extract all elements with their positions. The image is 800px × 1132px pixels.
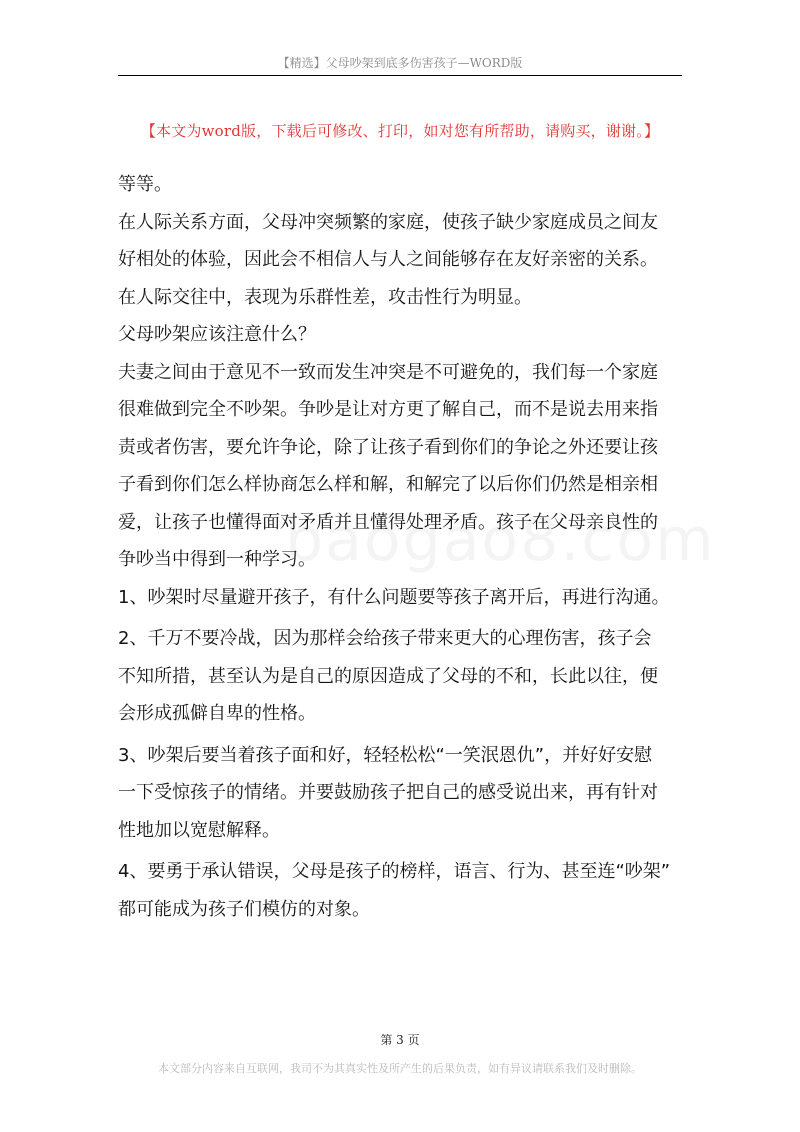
paragraph: [118, 354, 684, 579]
text-line: 好相处的体验，因此会不相信人与人之间能够存在友好亲密的关系。: [118, 249, 658, 270]
text-line: 夫妻之间由于意见不一致而发生冲突是不可避免的，我们每一个家庭: [118, 361, 658, 383]
page-header: 【精选】父母吵架到底多伤害孩子—WORD版: [277, 56, 523, 70]
paragraph: [118, 166, 684, 204]
text-line: 责或者伤害，要允许争论，除了让孩子看到你们的争论之外还要让孩: [118, 436, 658, 458]
text-line: 1、吵架时尽量避开孩子，有什么问题要等孩子离开后，再进行沟通。: [118, 586, 670, 608]
page-number: 第 3 页: [380, 1033, 420, 1047]
text-line: 不知所措，甚至认为是自己的原因造成了父母的不和，长此以往，便: [118, 665, 658, 687]
paragraph: [118, 620, 684, 733]
paragraph: [118, 579, 684, 617]
text-line: 等等。: [118, 174, 172, 195]
purchase-notice: 【本文为word版，下载后可修改、打印，如对您有所帮助，请购买，谢谢。】: [140, 122, 660, 140]
text-line: 3、吵架后要当着孩子面和好，轻轻松松“一笑泯恩仇”，并好好安慰: [118, 744, 653, 766]
page-footer-disclaimer: 本文部分内容来自互联网，我司不为其真实性及所产生的后果负责，如有异议请联系我们及时删除。: [158, 1062, 642, 1075]
text-line: 争吵当中得到一种学习。: [118, 549, 316, 570]
header-divider: [118, 75, 682, 76]
text-line: 在人际关系方面，父母冲突频繁的家庭，使孩子缺少家庭成员之间友: [118, 211, 658, 233]
text-line: 很难做到完全不吵架。争吵是让对方更了解自己，而不是说去用来指: [118, 399, 658, 420]
text-line: 父母吵架应该注意什么？: [118, 324, 316, 345]
text-line: 一下受惊孩子的情绪。并要鼓励孩子把自己的感受说出来，再有针对: [118, 782, 658, 803]
text-line: 都可能成为孩子们模仿的对象。: [118, 898, 370, 920]
text-line: 4、要勇于承认错误，父母是孩子的榜样，语言、行为、甚至连“吵架”: [118, 861, 671, 882]
paragraph: [118, 204, 684, 317]
paragraph: [118, 853, 684, 928]
document-body: [118, 166, 684, 928]
text-line: 2、千万不要冷战，因为那样会给孩子带来更大的心理伤害，孩子会: [118, 628, 652, 649]
paragraph: [118, 316, 684, 354]
text-line: 爱，让孩子也懂得面对矛盾并且懂得处理矛盾。孩子在父母亲良性的: [118, 511, 658, 533]
text-line: 在人际交往中，表现为乐群性差，攻击性行为明显。: [118, 286, 532, 308]
text-line: 会形成孤僻自卑的性格。: [118, 703, 316, 724]
text-line: 子看到你们怎么样协商怎么样和解，和解完了以后你们仍然是相亲相: [118, 474, 658, 495]
paragraph: [118, 737, 684, 850]
text-line: 性地加以宽慰解释。: [118, 819, 280, 841]
